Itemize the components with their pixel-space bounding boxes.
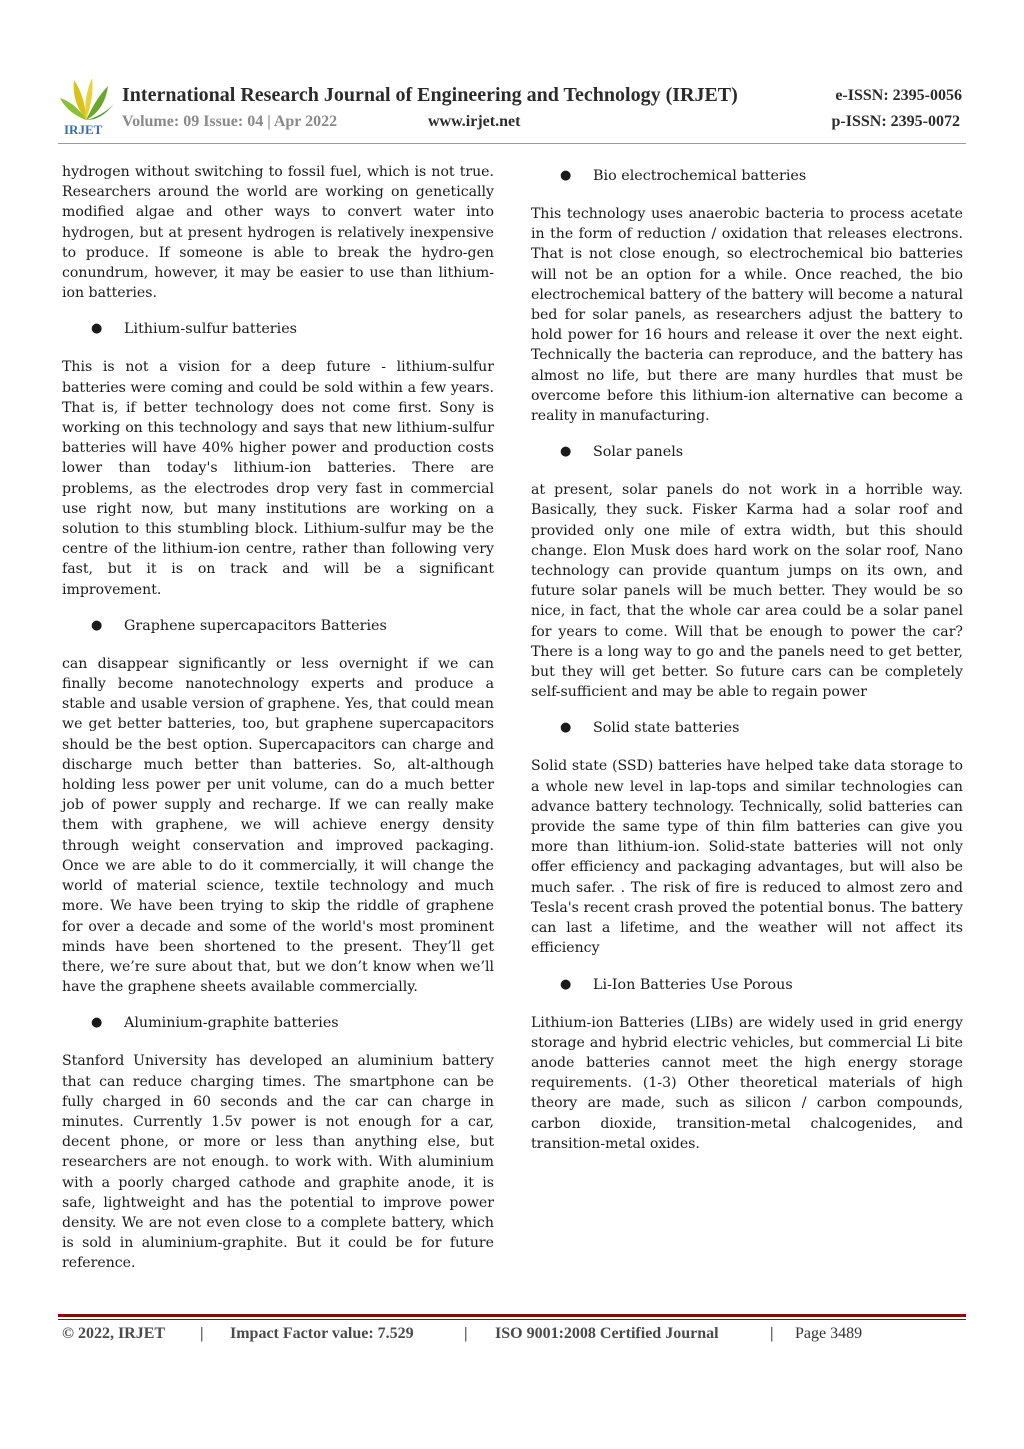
- footer-iso: ISO 9001:2008 Certified Journal: [495, 1325, 719, 1342]
- footer-separator: |: [770, 1325, 774, 1342]
- p-issn: p-ISSN: 2395-0072: [831, 113, 960, 130]
- bullet-icon: ●: [560, 444, 572, 460]
- page-number: Page 3489: [795, 1325, 863, 1342]
- bullet-icon: ●: [560, 976, 572, 992]
- bullet-heading: [531, 975, 963, 995]
- footer-divider-thin: [58, 1319, 966, 1320]
- bullet-heading: [62, 319, 494, 339]
- bullet-heading: [531, 718, 963, 738]
- paragraph: This technology uses anaerobic bacteria to process acetate in the form of reduction / oxidation that releases electrons. That is not close enough, so electrochemical bio batteries will not be an option for a while. Once reached, the bio electrochemical battery of the battery will become a natural bed for solar panels, as researchers adjust the battery to hold power for 16 hours and release it over the next eight. Technically the bacteria can reproduce, and the battery has almost no life, but there are many hurdles that must be overcome before this lithium-ion alternative can become a reality in manufacturing.: [531, 206, 963, 425]
- bullet-icon: ●: [560, 720, 572, 736]
- paragraph: at present, solar panels do not work in a horrible way. Basically, they suck. Fisker Karma had a solar roof and provided only one mile of extra width, but this should change. Elon Musk does hard work on the solar roof, Nano technology can provide quantum jumps on its own, and future solar panels will be much better. They would be so nice, in fact, that the whole car area could be a solar panel for years to come. Will that be enough to power the car? There is a long way to go and the panels need to get better, but they will get better. So future cars can be completely self-sufficient and may be able to regain power: [531, 482, 963, 701]
- bullet-label: Aluminium-graphite batteries: [124, 1015, 339, 1032]
- bullet-heading: [531, 442, 963, 462]
- bullet-icon: ●: [91, 321, 103, 337]
- bullet-label: Solar panels: [593, 444, 684, 461]
- paragraph: hydrogen without switching to fossil fuel, which is not true. Researchers around the world are working on genetically modified algae and other ways to convert water into hydrogen, but at present hydrogen is relatively inexpensive to produce. If someone is able to break the hydro-gen conundrum, however, it may be easier to use than lithium-ion batteries.: [62, 164, 494, 302]
- right-column: [531, 162, 963, 1170]
- header-divider: [58, 143, 966, 144]
- footer-divider: [58, 1314, 966, 1317]
- bullet-label: Bio electrochemical batteries: [593, 168, 807, 184]
- journal-title: International Research Journal of Engineering and Technology (IRJET): [122, 84, 738, 106]
- journal-header: [58, 72, 966, 142]
- page-footer: [62, 1325, 962, 1349]
- bullet-icon: ●: [91, 617, 103, 633]
- bullet-label: Lithium-sulfur batteries: [124, 321, 298, 338]
- paragraph: can disappear significantly or less overnight if we can finally become nanotechnology experts and produce a stable and usable version of graphene. Yes, that could mean we get better batteries, too, but graphene supercapacitors should be the best option. Supercapacitors can charge and discharge much better than batteries. So, alt-although holding less power per unit volume, can do a much better job of power supply and recharge. If we can really make them with graphene, we will achieve energy density through weight conservation and improved packaging. Once we are able to do it commercially, it will change the world of material science, textile technology and much more. We have been trying to skip the riddle of graphene for over a decade and some of the world's most prominent minds have been shortened to the present. They’ll get there, we’re sure about that, but we don’t know when we’ll have the graphene sheets available commercially.: [62, 655, 494, 996]
- paragraph: Solid state (SSD) batteries have helped take data storage to a whole new level in lap-tops and similar technologies can advance battery technology. Technically, solid batteries can provide the same type of thin film batteries can give you more than lithium-ion. Solid-state batteries will not only offer efficiency and packaging advantages, but will also be much safer. . The risk of fire is reduced to almost zero and Tesla's recent crash proved the potential bonus. The battery can last a lifetime, and the weather will not affect its efficiency: [531, 758, 963, 957]
- footer-separator: |: [200, 1325, 204, 1342]
- journal-website-link[interactable]: www.irjet.net: [428, 113, 521, 130]
- paragraph: Lithium-ion Batteries (LIBs) are widely used in grid energy storage and hybrid electric vehicles, but commercial Li bite anode batteries cannot meet the high energy storage requirements. (1-3) Other theoretical materials of high theory are made, such as silicon / carbon compounds, carbon dioxide, transition-metal chalcogenides, and transition-metal oxides.: [531, 1014, 963, 1152]
- bullet-heading: [62, 1013, 494, 1033]
- logo-leaves-icon: [60, 78, 114, 120]
- left-column: [62, 162, 494, 1290]
- bullet-label: Graphene supercapacitors Batteries: [124, 617, 387, 634]
- footer-separator: |: [464, 1325, 468, 1342]
- bullet-heading: [531, 166, 963, 186]
- bullet-heading: [62, 616, 494, 636]
- paragraph: Stanford University has developed an aluminium battery that can reduce charging times. The smartphone can be fully charged in 60 seconds and the car can charge in minutes. Currently 1.5v power is not enough for a car, decent phone, or more or less than anything else, but researchers are not enough. to work with. With aluminium with a poorly charged cathode and graphite anode, it is safe, lightweight and has the potential to improve power density. We are not even close to a complete battery, which is sold in aluminium-graphite. But it could be for future reference.: [62, 1053, 494, 1272]
- footer-copyright: © 2022, IRJET: [62, 1325, 166, 1342]
- logo-text: IRJET: [64, 122, 103, 136]
- bullet-label: Solid state batteries: [593, 720, 740, 737]
- bullet-label: Li-Ion Batteries Use Porous: [593, 976, 793, 993]
- paragraph: This is not a vision for a deep future - lithium-sulfur batteries were coming and could be sold within a few years. That is, if better technology does not come first. Sony is working on this technology and says that new lithium-sulfur batteries will have 40% higher power and production costs lower than today's lithium-ion batteries. There are problems, as the electrodes drop very fast in commercial use right now, but many institutions are working on a solution to this stumbling block. Lithium-sulfur may be the centre of the lithium-ion centre, rather than following very fast, but it is on track and will be a significant improvement.: [62, 359, 494, 598]
- bullet-icon: ●: [560, 168, 572, 183]
- footer-impact-factor: Impact Factor value: 7.529: [230, 1325, 414, 1342]
- volume-issue: Volume: 09 Issue: 04 | Apr 2022: [122, 113, 338, 130]
- irjet-logo: [58, 74, 116, 136]
- e-issn: e-ISSN: 2395-0056: [835, 87, 962, 104]
- bullet-icon: ●: [91, 1015, 103, 1031]
